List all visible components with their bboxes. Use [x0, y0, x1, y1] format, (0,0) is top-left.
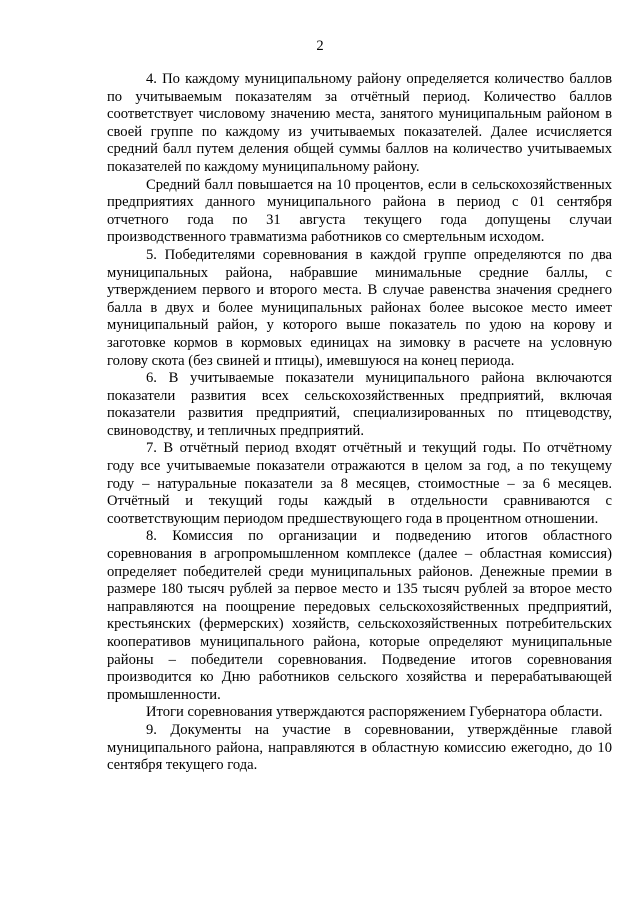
- document-body: [107, 71, 612, 775]
- page-number: 2: [316, 38, 324, 54]
- paragraph-average-score: Средний балл повышается на 10 процентов, если в сельскохозяйственных предприятиях данного муниципального района в период с 01 сентября отчетного года по 31 августа текущего года допущены случаи производственного травматизма работников со смертельным исходом.: [107, 176, 612, 246]
- paragraph-results: Итоги соревнования утверждаются распоряжением Губернатора области.: [146, 704, 603, 721]
- paragraph-7: 7. В отчётный период входят отчётный и текущий годы. По отчётному году все учитываемые показатели отражаются в целом за год, а по текущему году – натуральные показатели за 8 месяцев, стоимостные – за 6 месяцев. Отчётный и текущий годы каждый в отдельности сравниваются с соответствующим периодом предшествующего года в процентном отношении.: [107, 440, 612, 527]
- paragraph-8: 8. Комиссия по организации и подведению итогов областного соревнования в агропромышленном комплексе (далее – областная комиссия) определяет победителей среди муниципальных районов. Денежные премии в размере 180 тысяч рублей за первое место и 135 тысяч рублей за второе место направляются на поощрение передовых сельскохозяйственных предприятий, крестьянских (фермерских) хозяйств, сельскохозяйственных потребительских кооперативов муниципального района, которые определяют муниципальные районы – победители соревнования. Подведение итогов соревнования производится ко Дню работников сельского хозяйства и перерабатывающей промышленности.: [107, 528, 612, 703]
- paragraph-9: 9. Документы на участие в соревновании, утверждённые главой муниципального района, направляются в областную комиссию ежегодно, до 10 сентября текущего года.: [107, 721, 612, 774]
- paragraph-4: 4. По каждому муниципальному району определяется количество баллов по учитываемым показателям за отчётный период. Количество баллов соответствует числовому значению места, занятого муниципальным районом в своей группе по каждому из учитываемых показателей. Далее исчисляется средний балл путем деления общей суммы баллов на количество учитываемых показателей по каждому муниципальному району.: [107, 71, 612, 175]
- paragraph-5: 5. Победителями соревнования в каждой группе определяются по два муниципальных района, набравшие минимальные средние баллы, с утверждением первого и второго места. В случае равенства значения среднего балла в двух и более муниципальных районах более высокое место имеет муниципальный район, у которого выше показатель по удою на корову и заготовке кормов в кормовых единицах на зимовку в расчете на условную голову скота (без свиней и птицы), имевшуюся на конец периода.: [107, 246, 612, 369]
- paragraph-6: 6. В учитываемые показатели муниципального района включаются показатели развития всех сельскохозяйственных предприятий, включая показатели развития предприятий, специализированных по птицеводству, свиноводству, и тепличных предприятий.: [107, 370, 612, 439]
